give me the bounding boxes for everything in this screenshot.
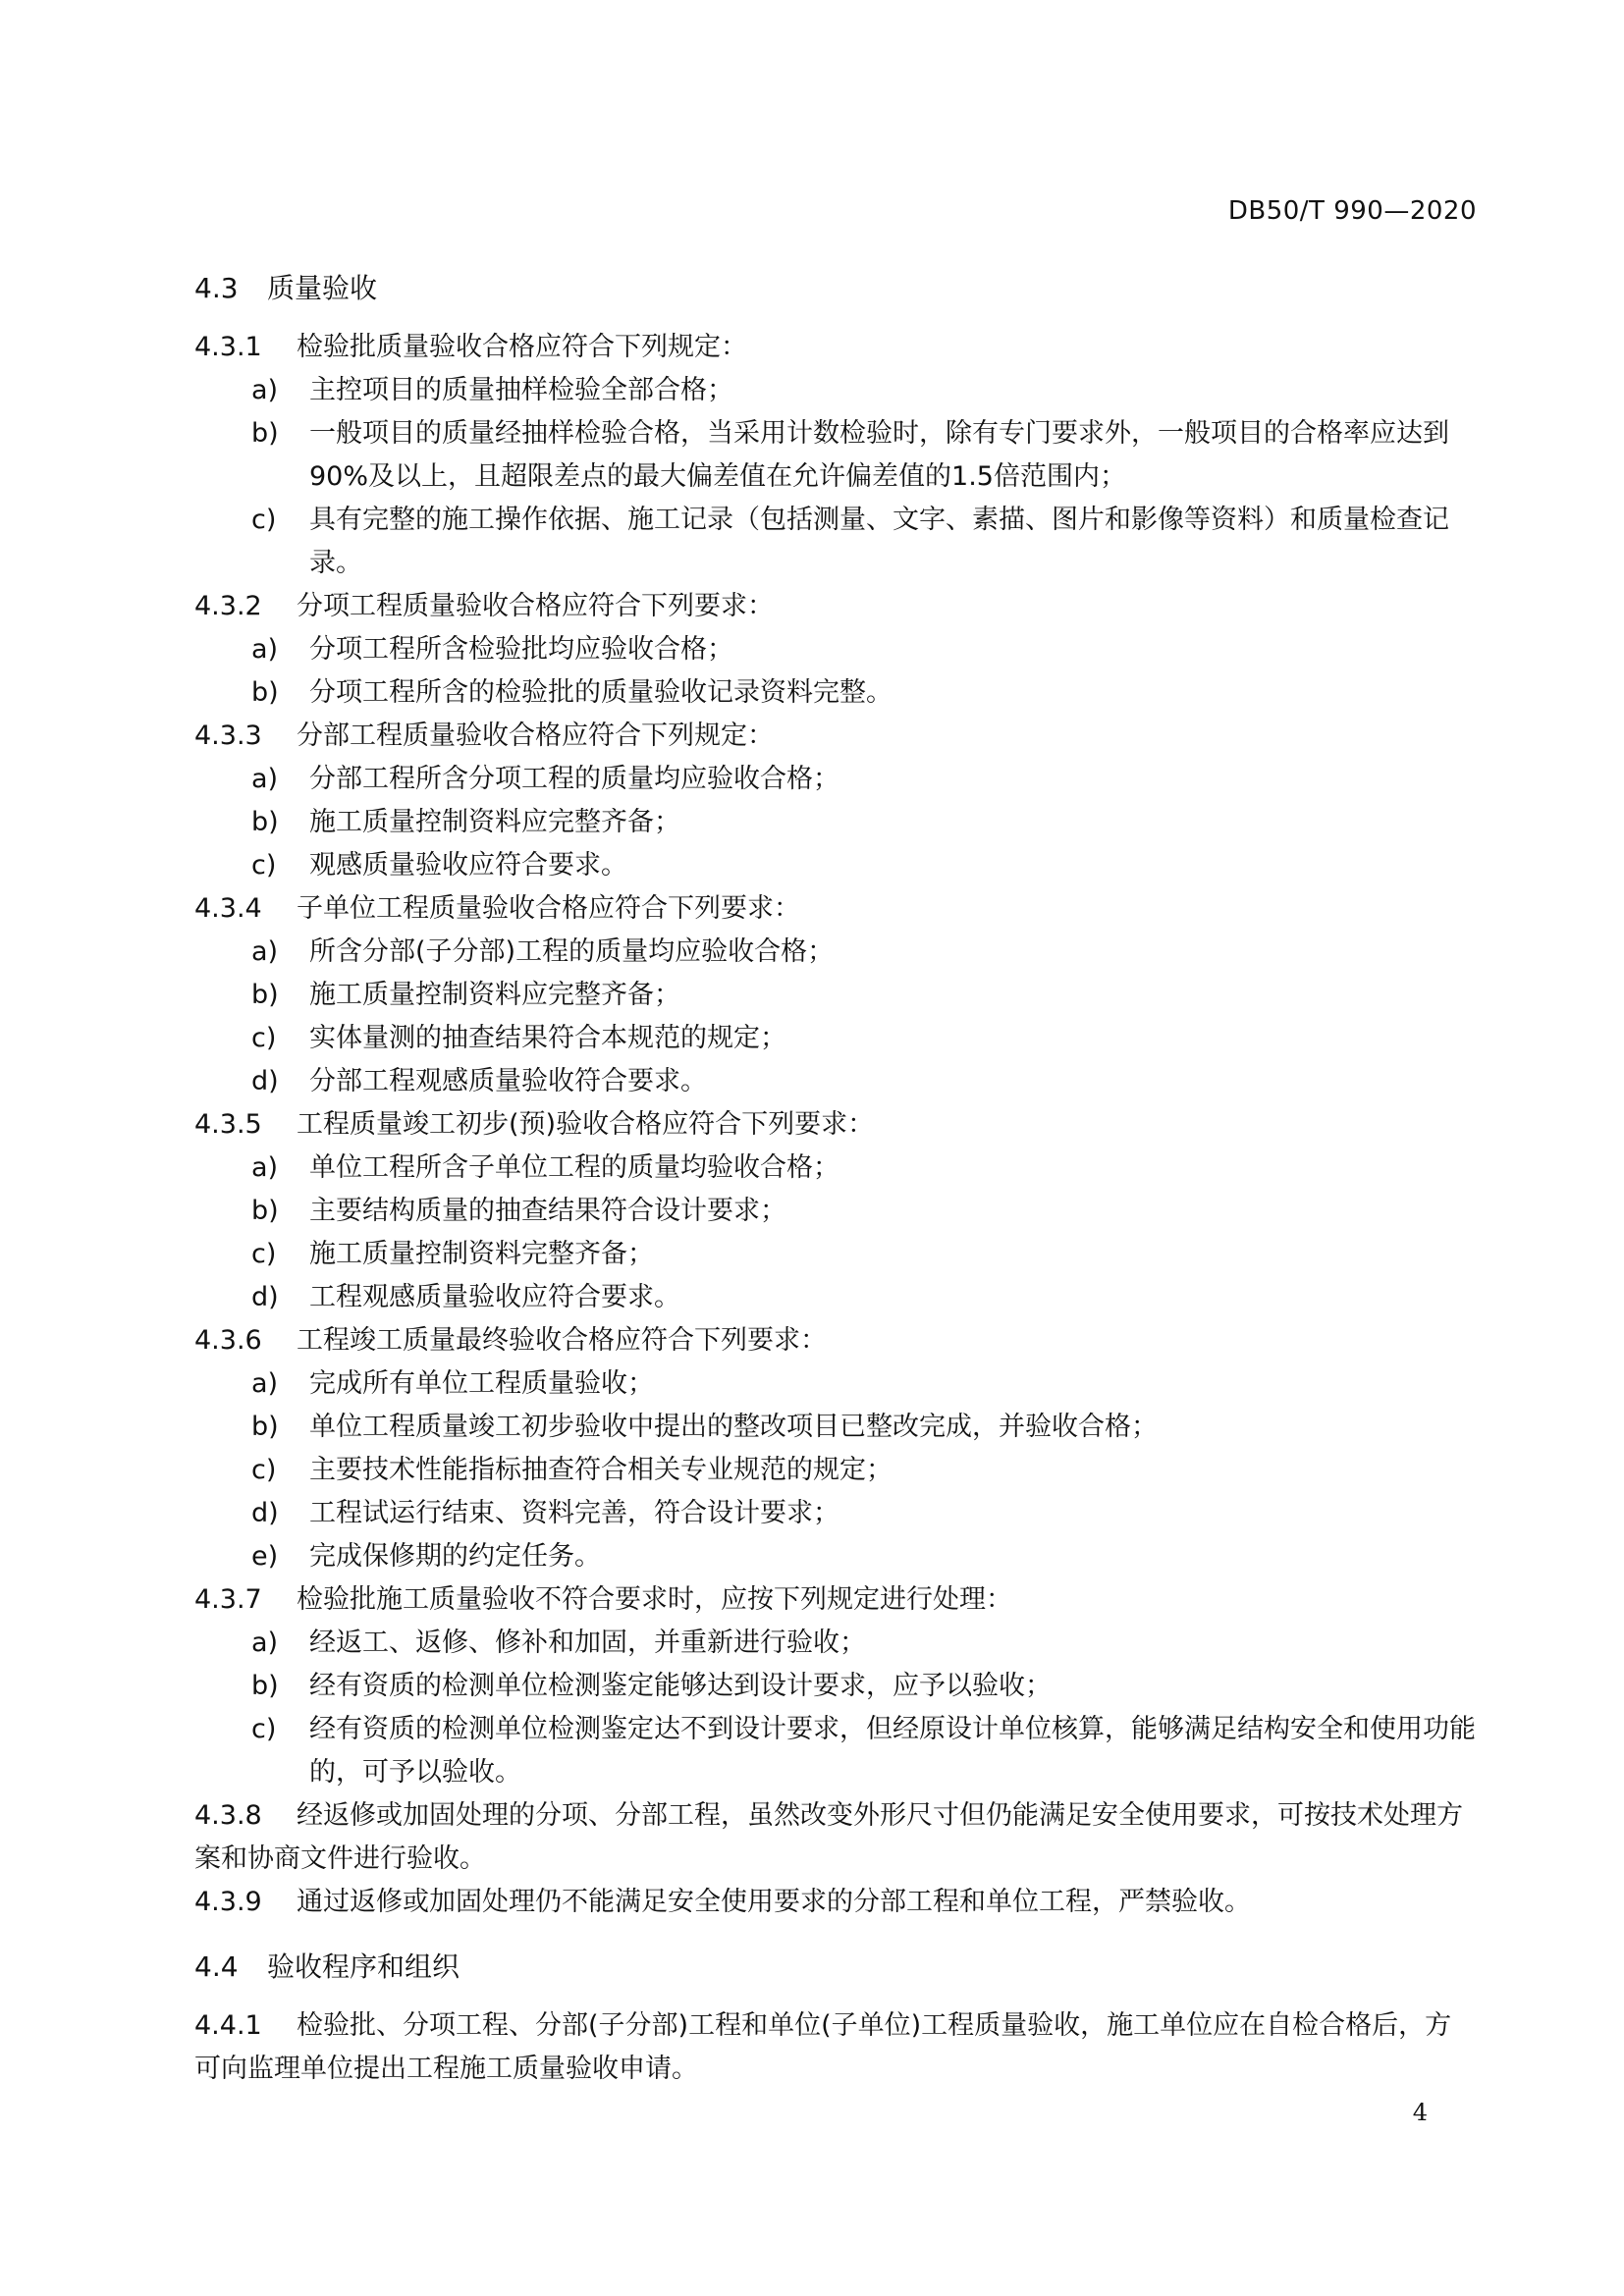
list-item [194, 801, 1477, 844]
list-item-text: 所含分部(子分部)工程的质量均应验收合格； [309, 936, 835, 967]
list-item-text: 主要技术性能指标抽查符合相关专业规范的规定； [309, 1455, 893, 1485]
list-item-text: 单位工程质量竣工初步验收中提出的整改项目已整改完成，并验收合格； [309, 1412, 1158, 1442]
list-item [194, 1362, 1477, 1406]
list-item [194, 1060, 1477, 1103]
list-item-text: 工程观感质量验收应符合要求。 [309, 1282, 680, 1312]
clause-number: 4.4.1 [194, 2010, 262, 2041]
list-item [194, 369, 1477, 412]
list-item-text: 施工质量控制资料应完整齐备； [309, 807, 680, 837]
list-item-text: 单位工程所含子单位工程的质量均验收合格； [309, 1152, 839, 1183]
list-item [194, 499, 1477, 585]
clause-text: 检验批质量验收合格应符合下列规定： [297, 332, 747, 362]
section-heading [194, 1946, 1477, 1989]
clause-number: 4.3.8 [194, 1800, 262, 1831]
list-item-text: 经有资质的检测单位检测鉴定达不到设计要求，但经原设计单位核算，能够满足结构安全和使用功能的，可予以验收。 [309, 1714, 1476, 1788]
clause-text: 子单位工程质量验收合格应符合下列要求： [297, 893, 800, 924]
list-item [194, 1147, 1477, 1190]
list-item [194, 628, 1477, 671]
clause-text: 检验批、分项工程、分部(子分部)工程和单位(子单位)工程质量验收，施工单位应在自检合格后，方可向监理单位提出工程施工质量验收申请。 [194, 2010, 1452, 2084]
clause [194, 1881, 1477, 1924]
clause [194, 1319, 1477, 1362]
list-item-text: 经返工、返修、修补和加固，并重新进行验收； [309, 1628, 866, 1658]
list-item [194, 412, 1477, 499]
list-item [194, 931, 1477, 974]
clause-text: 工程质量竣工初步(预)验收合格应符合下列要求： [297, 1109, 875, 1140]
section-title: 质量验收 [267, 272, 378, 304]
list-item-label: c) [251, 1714, 277, 1744]
list-item [194, 1190, 1477, 1233]
list-item [194, 1708, 1477, 1794]
clause-text: 分项工程质量验收合格应符合下列要求： [297, 591, 774, 621]
clause [194, 2004, 1477, 2091]
list-item-text: 分项工程所含检验批均应验收合格； [309, 634, 733, 665]
clause [194, 1103, 1477, 1147]
list-item-label: b) [251, 980, 279, 1010]
list-item-text: 分部工程所含分项工程的质量均应验收合格； [309, 764, 839, 794]
list-item-text: 主要结构质量的抽查结果符合设计要求； [309, 1196, 786, 1226]
list-item-label: a) [251, 375, 279, 405]
list-item-label: a) [251, 936, 279, 967]
list-item-label: c) [251, 1239, 277, 1269]
section-heading [194, 267, 1477, 310]
list-item-label: e) [251, 1541, 279, 1572]
list-item-label: b) [251, 418, 279, 449]
clause-number: 4.3.5 [194, 1109, 262, 1140]
list-item-text: 施工质量控制资料完整齐备； [309, 1239, 654, 1269]
list-item-label: b) [251, 1412, 279, 1442]
clause-text: 分部工程质量验收合格应符合下列规定： [297, 721, 774, 751]
list-item-text: 工程试运行结束、资料完善，符合设计要求； [309, 1498, 839, 1528]
page-number: 4 [1412, 2099, 1428, 2126]
list-item-label: c) [251, 1023, 277, 1053]
clause [194, 715, 1477, 758]
list-item [194, 758, 1477, 801]
clause-text: 工程竣工质量最终验收合格应符合下列要求： [297, 1325, 827, 1356]
clause-number: 4.3.1 [194, 332, 262, 362]
clause-number: 4.3.9 [194, 1887, 262, 1917]
list-item-label: b) [251, 807, 279, 837]
list-item-text: 观感质量验收应符合要求。 [309, 850, 627, 881]
list-item-label: a) [251, 764, 279, 794]
list-item-text: 完成保修期的约定任务。 [309, 1541, 601, 1572]
clause [194, 1794, 1477, 1881]
list-item [194, 974, 1477, 1017]
list-item-text: 具有完整的施工操作依据、施工记录（包括测量、文字、素描、图片和影像等资料）和质量检查记录。 [309, 505, 1449, 578]
list-item-text: 施工质量控制资料应完整齐备； [309, 980, 680, 1010]
list-item [194, 1233, 1477, 1276]
list-item-label: b) [251, 677, 279, 708]
list-item-label: c) [251, 505, 277, 535]
clause [194, 1578, 1477, 1622]
list-item-text: 分项工程所含的检验批的质量验收记录资料完整。 [309, 677, 893, 708]
list-item-label: c) [251, 850, 277, 881]
list-item-label: a) [251, 634, 279, 665]
clause-number: 4.3.3 [194, 721, 262, 751]
clause-text: 检验批施工质量验收不符合要求时，应按下列规定进行处理： [297, 1584, 1012, 1615]
clause-number: 4.3.2 [194, 591, 262, 621]
list-item-text: 经有资质的检测单位检测鉴定能够达到设计要求，应予以验收； [309, 1671, 1052, 1701]
list-item-text: 主控项目的质量抽样检验全部合格； [309, 375, 733, 405]
list-item [194, 844, 1477, 887]
list-item-label: d) [251, 1066, 279, 1096]
clause-number: 4.3.7 [194, 1584, 262, 1615]
list-item-label: a) [251, 1368, 279, 1399]
list-item [194, 1622, 1477, 1665]
list-item-label: d) [251, 1282, 279, 1312]
list-item-text: 分部工程观感质量验收符合要求。 [309, 1066, 707, 1096]
list-item-label: a) [251, 1152, 279, 1183]
list-item [194, 1492, 1477, 1535]
clause-text: 经返修或加固处理的分项、分部工程，虽然改变外形尺寸但仍能满足安全使用要求，可按技术处理方案和协商文件进行验收。 [194, 1800, 1463, 1874]
clause-number: 4.3.6 [194, 1325, 262, 1356]
section-number: 4.4 [194, 1950, 239, 1983]
clause-text: 通过返修或加固处理仍不能满足安全使用要求的分部工程和单位工程，严禁验收。 [297, 1887, 1251, 1917]
list-item [194, 1665, 1477, 1708]
clause [194, 887, 1477, 931]
list-item-label: b) [251, 1671, 279, 1701]
section-title: 验收程序和组织 [267, 1950, 460, 1983]
list-item [194, 1276, 1477, 1319]
list-item-label: c) [251, 1455, 277, 1485]
section-number: 4.3 [194, 272, 239, 304]
page-header: DB50/T 990—2020 [1227, 196, 1477, 226]
list-item [194, 1449, 1477, 1492]
list-item [194, 1017, 1477, 1060]
list-item [194, 671, 1477, 715]
list-item [194, 1535, 1477, 1578]
list-item-label: d) [251, 1498, 279, 1528]
document-body [194, 259, 1477, 2091]
list-item-text: 一般项目的质量经抽样检验合格，当采用计数检验时，除有专门要求外，一般项目的合格率应达到90%及以上，且超限差点的最大偏差值在允许偏差值的1.5倍范围内； [309, 418, 1449, 492]
list-item-label: b) [251, 1196, 279, 1226]
clause-number: 4.3.4 [194, 893, 262, 924]
list-item-label: a) [251, 1628, 279, 1658]
clause [194, 326, 1477, 369]
clause [194, 585, 1477, 628]
list-item-text: 实体量测的抽查结果符合本规范的规定； [309, 1023, 786, 1053]
list-item-text: 完成所有单位工程质量验收； [309, 1368, 654, 1399]
list-item [194, 1406, 1477, 1449]
